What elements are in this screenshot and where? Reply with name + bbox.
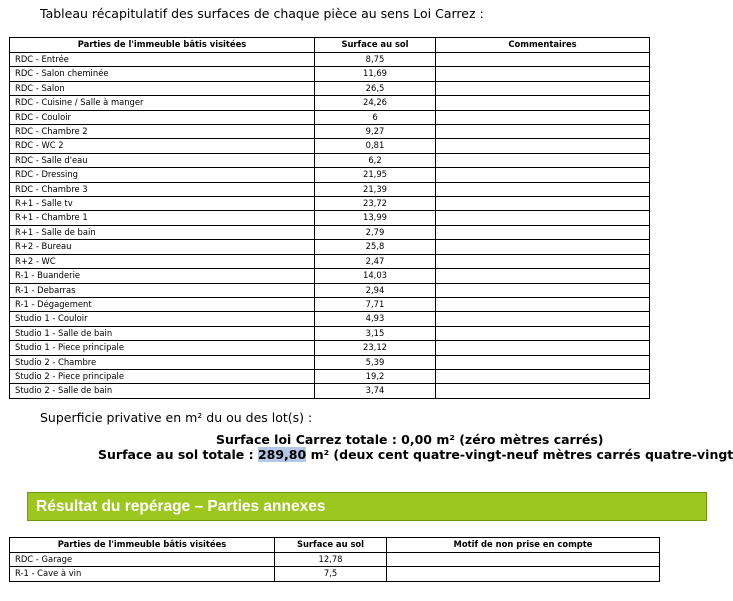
cell-comment bbox=[436, 355, 650, 369]
cell-part: R+2 - WC bbox=[10, 254, 315, 268]
table-row bbox=[10, 240, 650, 254]
cell-surface: 8,75 bbox=[315, 53, 436, 67]
cell-surface: 21,95 bbox=[315, 168, 436, 182]
header-surface: Surface au sol bbox=[275, 538, 387, 553]
table-row bbox=[10, 153, 650, 167]
cell-comment bbox=[436, 240, 650, 254]
superficie-label: Superficie privative en m² du ou des lot(s) : bbox=[40, 410, 313, 425]
table-row bbox=[10, 283, 650, 297]
cell-surface: 14,03 bbox=[315, 269, 436, 283]
header-commentaires: Commentaires bbox=[436, 38, 650, 53]
table-row bbox=[10, 384, 650, 398]
cell-part: RDC - Couloir bbox=[10, 110, 315, 124]
table-row bbox=[10, 67, 650, 81]
cell-part: RDC - Chambre 3 bbox=[10, 182, 315, 196]
table-row bbox=[10, 168, 650, 182]
table-row bbox=[10, 96, 650, 110]
cell-surface: 6,2 bbox=[315, 153, 436, 167]
cell-comment bbox=[436, 67, 650, 81]
cell-comment bbox=[436, 326, 650, 340]
cell-surface: 25,8 bbox=[315, 240, 436, 254]
intro-text: Tableau récapitulatif des surfaces de chaque pièce au sens Loi Carrez : bbox=[40, 6, 484, 21]
table-row bbox=[10, 81, 650, 95]
table-row bbox=[10, 326, 650, 340]
table-row bbox=[10, 139, 650, 153]
cell-comment bbox=[436, 269, 650, 283]
cell-surface: 26,5 bbox=[315, 81, 436, 95]
header-motif: Motif de non prise en compte bbox=[387, 538, 660, 553]
cell-part: RDC - Entrée bbox=[10, 53, 315, 67]
cell-motif bbox=[387, 567, 660, 581]
cell-part: RDC - WC 2 bbox=[10, 139, 315, 153]
cell-surface: 12,78 bbox=[275, 553, 387, 567]
cell-part: Studio 2 - Piece principale bbox=[10, 369, 315, 383]
cell-surface: 2,47 bbox=[315, 254, 436, 268]
cell-comment bbox=[436, 254, 650, 268]
cell-surface: 9,27 bbox=[315, 125, 436, 139]
cell-surface: 5,39 bbox=[315, 355, 436, 369]
cell-part: RDC - Salle d'eau bbox=[10, 153, 315, 167]
cell-part: Studio 1 - Salle de bain bbox=[10, 326, 315, 340]
total-sol bbox=[98, 447, 733, 462]
cell-part: R-1 - Cave à vin bbox=[10, 567, 275, 581]
cell-comment bbox=[436, 341, 650, 355]
cell-surface: 23,12 bbox=[315, 341, 436, 355]
table-row bbox=[10, 297, 650, 311]
cell-surface: 23,72 bbox=[315, 197, 436, 211]
cell-comment bbox=[436, 297, 650, 311]
total-sol-prefix: Surface au sol totale : bbox=[98, 447, 258, 462]
cell-comment bbox=[436, 81, 650, 95]
cell-surface: 2,79 bbox=[315, 225, 436, 239]
header-parties: Parties de l'immeuble bâtis visitées bbox=[10, 38, 315, 53]
cell-comment bbox=[436, 168, 650, 182]
cell-surface: 3,15 bbox=[315, 326, 436, 340]
cell-surface: 7,5 bbox=[275, 567, 387, 581]
cell-part: Studio 1 - Piece principale bbox=[10, 341, 315, 355]
table-row bbox=[10, 211, 650, 225]
cell-surface: 3,74 bbox=[315, 384, 436, 398]
cell-surface: 6 bbox=[315, 110, 436, 124]
cell-comment bbox=[436, 125, 650, 139]
table-header-row bbox=[10, 538, 660, 553]
table-row bbox=[10, 553, 660, 567]
cell-surface: 19,2 bbox=[315, 369, 436, 383]
cell-surface: 0,81 bbox=[315, 139, 436, 153]
cell-comment bbox=[436, 312, 650, 326]
cell-part: R+1 - Chambre 1 bbox=[10, 211, 315, 225]
cell-part: R+2 - Bureau bbox=[10, 240, 315, 254]
cell-comment bbox=[436, 182, 650, 196]
cell-comment bbox=[436, 211, 650, 225]
annex-table bbox=[9, 537, 660, 582]
cell-comment bbox=[436, 283, 650, 297]
cell-comment bbox=[436, 384, 650, 398]
total-sol-value[interactable]: 289,80 bbox=[257, 447, 307, 462]
table-row bbox=[10, 110, 650, 124]
cell-part: RDC - Dressing bbox=[10, 168, 315, 182]
table-row bbox=[10, 254, 650, 268]
cell-comment bbox=[436, 369, 650, 383]
cell-part: Studio 1 - Couloir bbox=[10, 312, 315, 326]
cell-comment bbox=[436, 110, 650, 124]
header-surface: Surface au sol bbox=[315, 38, 436, 53]
table-row bbox=[10, 225, 650, 239]
table-row bbox=[10, 197, 650, 211]
cell-part: R-1 - Debarras bbox=[10, 283, 315, 297]
cell-part: R-1 - Buanderie bbox=[10, 269, 315, 283]
cell-comment bbox=[436, 153, 650, 167]
cell-part: R+1 - Salle de bain bbox=[10, 225, 315, 239]
table-row bbox=[10, 341, 650, 355]
cell-comment bbox=[436, 139, 650, 153]
cell-comment bbox=[436, 96, 650, 110]
cell-part: RDC - Salon bbox=[10, 81, 315, 95]
cell-comment bbox=[436, 197, 650, 211]
cell-surface: 2,94 bbox=[315, 283, 436, 297]
total-sol-suffix: m² (deux cent quatre-vingt-neuf mètres carrés quatre-vingt bbox=[306, 447, 733, 462]
cell-surface: 11,69 bbox=[315, 67, 436, 81]
cell-part: Studio 2 - Chambre bbox=[10, 355, 315, 369]
table-row bbox=[10, 182, 650, 196]
cell-part: RDC - Garage bbox=[10, 553, 275, 567]
cell-motif bbox=[387, 553, 660, 567]
total-carrez: Surface loi Carrez totale : 0,00 m² (zéro mètres carrés) bbox=[216, 432, 604, 447]
cell-surface: 13,99 bbox=[315, 211, 436, 225]
table-row bbox=[10, 125, 650, 139]
cell-comment bbox=[436, 225, 650, 239]
cell-surface: 21,39 bbox=[315, 182, 436, 196]
cell-surface: 4,93 bbox=[315, 312, 436, 326]
cell-surface: 24,26 bbox=[315, 96, 436, 110]
cell-part: R-1 - Dégagement bbox=[10, 297, 315, 311]
section-banner-annexes: Résultat du repérage – Parties annexes bbox=[27, 492, 707, 521]
table-header-row bbox=[10, 38, 650, 53]
table-row bbox=[10, 567, 660, 581]
cell-part: RDC - Cuisine / Salle à manger bbox=[10, 96, 315, 110]
table-row bbox=[10, 355, 650, 369]
cell-part: Studio 2 - Salle de bain bbox=[10, 384, 315, 398]
cell-part: RDC - Salon cheminée bbox=[10, 67, 315, 81]
header-parties: Parties de l'immeuble bâtis visitées bbox=[10, 538, 275, 553]
cell-comment bbox=[436, 53, 650, 67]
surfaces-table bbox=[9, 37, 650, 399]
cell-part: RDC - Chambre 2 bbox=[10, 125, 315, 139]
cell-surface: 7,71 bbox=[315, 297, 436, 311]
table-row bbox=[10, 312, 650, 326]
table-row bbox=[10, 369, 650, 383]
table-row bbox=[10, 269, 650, 283]
cell-part: R+1 - Salle tv bbox=[10, 197, 315, 211]
table-row bbox=[10, 53, 650, 67]
